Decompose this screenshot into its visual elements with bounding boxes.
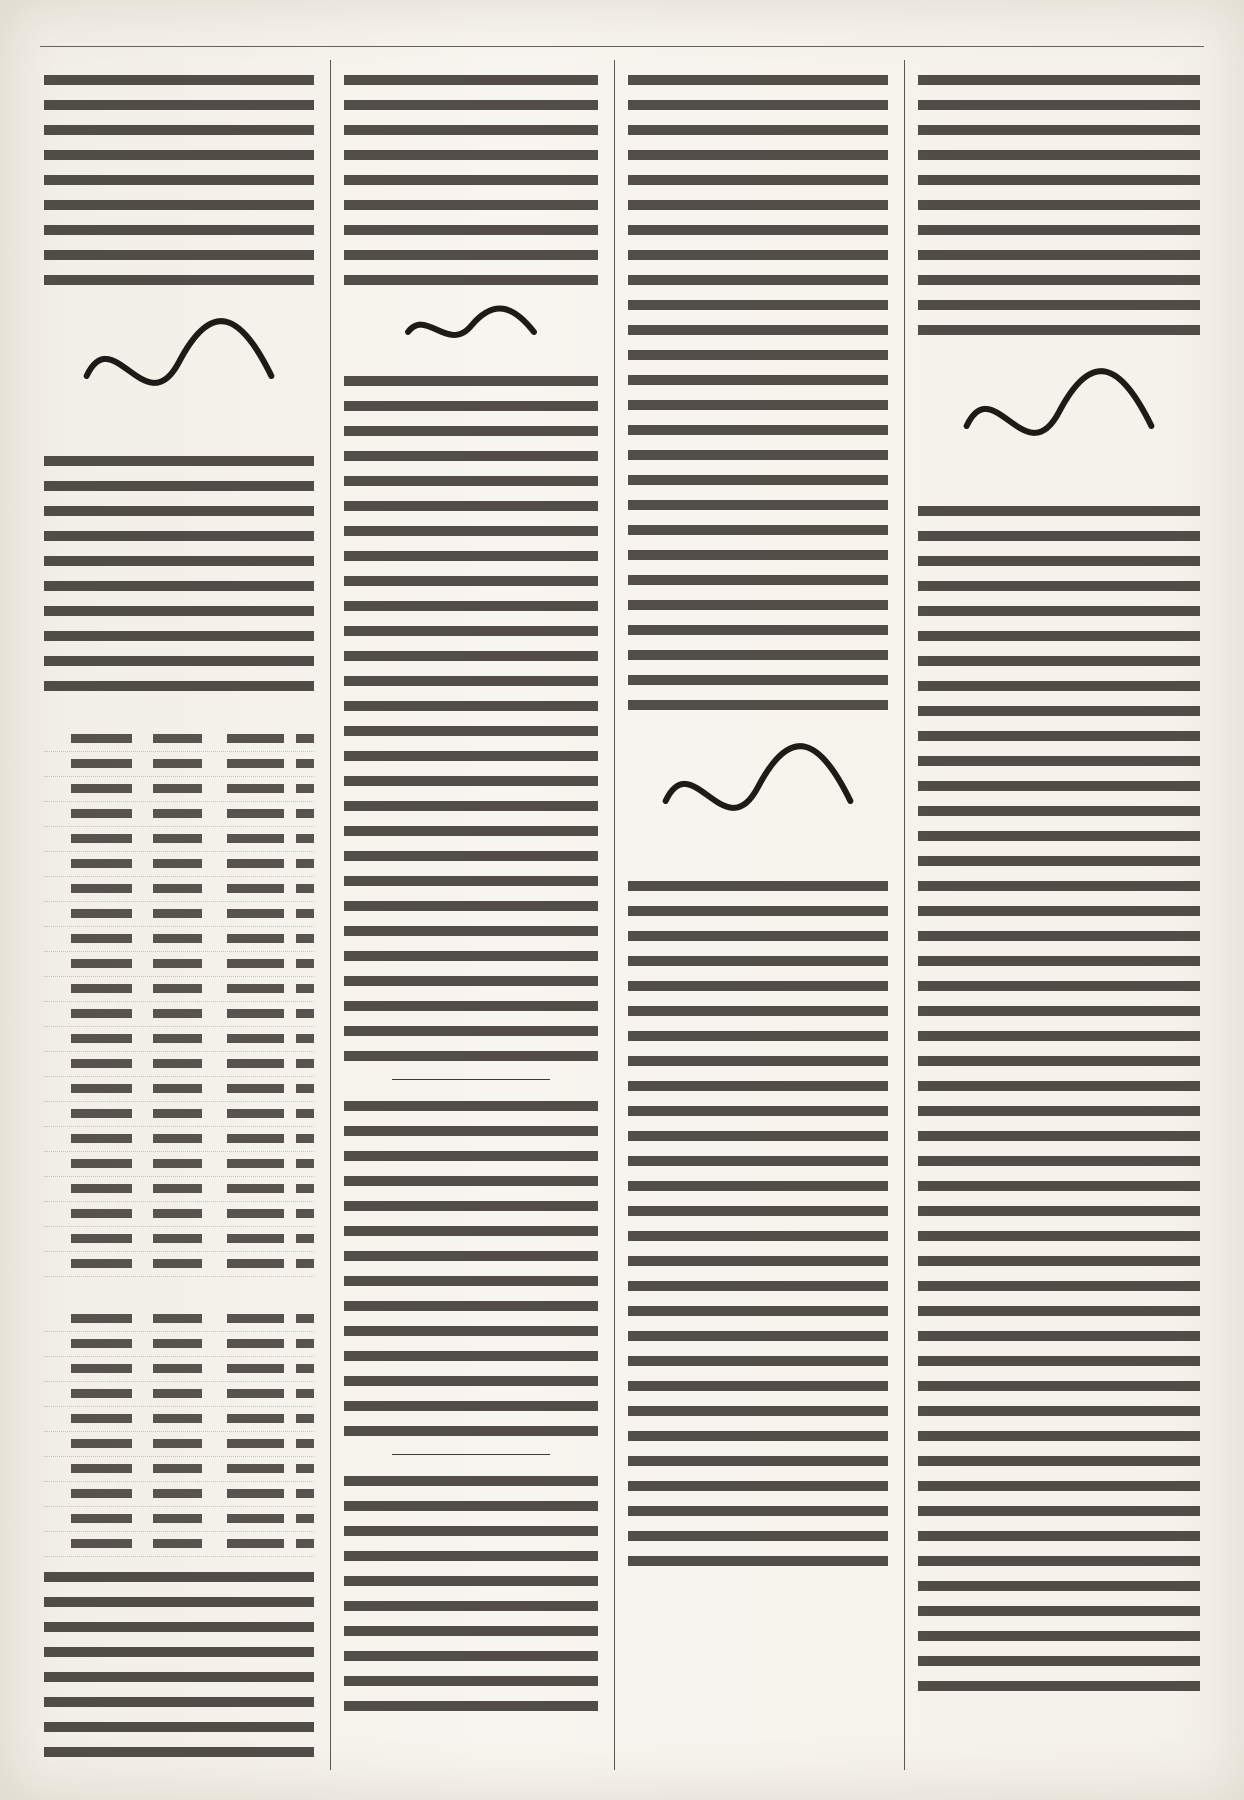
table-row bbox=[44, 952, 314, 977]
table-row bbox=[44, 727, 314, 752]
table-cell bbox=[44, 1432, 132, 1456]
table-cell bbox=[44, 1307, 132, 1331]
table-cell bbox=[132, 1382, 202, 1406]
heading-stroke bbox=[666, 746, 851, 808]
table-cell bbox=[132, 852, 202, 876]
table-cell bbox=[202, 902, 284, 926]
table-cell bbox=[202, 1482, 284, 1506]
article-text-block bbox=[628, 66, 888, 716]
table-cell bbox=[284, 1332, 314, 1356]
table-cell bbox=[132, 977, 202, 1001]
section-separator bbox=[392, 1079, 549, 1080]
heading-stroke bbox=[87, 321, 272, 383]
column-rule bbox=[330, 60, 331, 1770]
table-cell bbox=[132, 1252, 202, 1276]
table-cell bbox=[132, 1332, 202, 1356]
table-cell bbox=[132, 1202, 202, 1226]
table-row bbox=[44, 827, 314, 852]
table-cell bbox=[202, 752, 284, 776]
table-cell bbox=[44, 752, 132, 776]
table-cell bbox=[44, 1052, 132, 1076]
table-cell bbox=[44, 1027, 132, 1051]
table-cell bbox=[202, 1002, 284, 1026]
table-cell bbox=[284, 1407, 314, 1431]
table-cell bbox=[44, 1482, 132, 1506]
table-cell bbox=[132, 1152, 202, 1176]
table-cell bbox=[202, 727, 284, 751]
table-cell bbox=[132, 1507, 202, 1531]
table-cell bbox=[202, 1332, 284, 1356]
table-cell bbox=[202, 1507, 284, 1531]
table-row bbox=[44, 1307, 314, 1332]
table-row bbox=[44, 1177, 314, 1202]
table-row bbox=[44, 1532, 314, 1557]
table-cell bbox=[202, 952, 284, 976]
calligraphic-heading-glyph bbox=[69, 299, 289, 439]
table-cell bbox=[284, 902, 314, 926]
table-cell bbox=[44, 1152, 132, 1176]
table-cell bbox=[44, 927, 132, 951]
table-cell bbox=[202, 852, 284, 876]
table-row bbox=[44, 1252, 314, 1277]
table-cell bbox=[284, 1177, 314, 1201]
table-row bbox=[44, 1202, 314, 1227]
table-cell bbox=[284, 1127, 314, 1151]
table-cell bbox=[44, 852, 132, 876]
table-cell bbox=[132, 1357, 202, 1381]
section-heading bbox=[949, 349, 1169, 489]
section-subheading bbox=[396, 299, 546, 359]
article-text-block bbox=[44, 447, 314, 697]
table-cell bbox=[132, 927, 202, 951]
table-cell bbox=[202, 1432, 284, 1456]
table-cell bbox=[284, 1252, 314, 1276]
table-row bbox=[44, 977, 314, 1002]
table-row bbox=[44, 1002, 314, 1027]
table-cell bbox=[44, 1177, 132, 1201]
table-cell bbox=[284, 1102, 314, 1126]
table-cell bbox=[284, 1077, 314, 1101]
table-cell bbox=[202, 977, 284, 1001]
table-cell bbox=[44, 952, 132, 976]
table-cell bbox=[44, 1002, 132, 1026]
table-cell bbox=[202, 1152, 284, 1176]
table-cell bbox=[44, 1102, 132, 1126]
table-cell bbox=[202, 1052, 284, 1076]
column-rule bbox=[904, 60, 905, 1770]
table-row bbox=[44, 802, 314, 827]
section-heading bbox=[648, 724, 868, 864]
table-cell bbox=[202, 1307, 284, 1331]
running-head bbox=[40, 18, 1204, 47]
table-cell bbox=[284, 1532, 314, 1556]
table-cell bbox=[202, 1027, 284, 1051]
schedule-table bbox=[44, 1283, 314, 1557]
heading-stroke bbox=[408, 309, 534, 335]
table-cell bbox=[202, 1407, 284, 1431]
table-cell bbox=[44, 1227, 132, 1251]
table-cell bbox=[44, 777, 132, 801]
table-cell bbox=[284, 1027, 314, 1051]
table-cell bbox=[284, 1457, 314, 1481]
table-row bbox=[44, 1127, 314, 1152]
article-text-block bbox=[344, 1467, 598, 1717]
table-cell bbox=[132, 827, 202, 851]
table-cell bbox=[132, 1482, 202, 1506]
table-row bbox=[44, 1077, 314, 1102]
table-row bbox=[44, 1432, 314, 1457]
table-cell bbox=[44, 802, 132, 826]
table-row bbox=[44, 902, 314, 927]
table-caption bbox=[44, 703, 314, 727]
table-row bbox=[44, 1332, 314, 1357]
table-cell bbox=[202, 1227, 284, 1251]
table-cell bbox=[132, 752, 202, 776]
table-cell bbox=[132, 1407, 202, 1431]
table-cell bbox=[284, 877, 314, 901]
table-cell bbox=[284, 802, 314, 826]
table-cell bbox=[284, 1482, 314, 1506]
table-cell bbox=[132, 1052, 202, 1076]
table-caption bbox=[44, 1283, 314, 1307]
table-cell bbox=[202, 1102, 284, 1126]
column-center-left bbox=[340, 60, 602, 1770]
table-cell bbox=[44, 1532, 132, 1556]
table-cell bbox=[202, 1177, 284, 1201]
article-text-block bbox=[44, 1563, 314, 1770]
column-right bbox=[914, 60, 1204, 1770]
table-row bbox=[44, 1027, 314, 1052]
column-left bbox=[40, 60, 318, 1770]
article-text-block bbox=[44, 66, 314, 291]
table-cell bbox=[44, 902, 132, 926]
table-cell bbox=[44, 827, 132, 851]
table-row bbox=[44, 1407, 314, 1432]
article-text-block bbox=[344, 66, 598, 291]
table-cell bbox=[132, 1532, 202, 1556]
table-cell bbox=[44, 1357, 132, 1381]
table-row bbox=[44, 877, 314, 902]
table-cell bbox=[132, 1002, 202, 1026]
table-cell bbox=[132, 1307, 202, 1331]
table-cell bbox=[202, 1532, 284, 1556]
table-cell bbox=[284, 1382, 314, 1406]
table-row bbox=[44, 1482, 314, 1507]
table-cell bbox=[202, 1127, 284, 1151]
table-cell bbox=[132, 727, 202, 751]
schedule-table bbox=[44, 703, 314, 1277]
table-cell bbox=[284, 927, 314, 951]
table-cell bbox=[284, 1227, 314, 1251]
table-cell bbox=[44, 977, 132, 1001]
table-cell bbox=[132, 1457, 202, 1481]
table-cell bbox=[202, 927, 284, 951]
table-cell bbox=[132, 1227, 202, 1251]
table-cell bbox=[284, 727, 314, 751]
table-cell bbox=[202, 1357, 284, 1381]
table-cell bbox=[284, 1202, 314, 1226]
article-text-block bbox=[918, 497, 1200, 1697]
table-cell bbox=[44, 1252, 132, 1276]
table-row bbox=[44, 927, 314, 952]
table-cell bbox=[202, 1077, 284, 1101]
table-cell bbox=[284, 852, 314, 876]
table-cell bbox=[284, 752, 314, 776]
table-cell bbox=[44, 727, 132, 751]
table-row bbox=[44, 1382, 314, 1407]
table-row bbox=[44, 1052, 314, 1077]
table-cell bbox=[132, 1077, 202, 1101]
table-cell bbox=[202, 1457, 284, 1481]
table-cell bbox=[132, 1102, 202, 1126]
table-cell bbox=[284, 1357, 314, 1381]
column-center-right bbox=[624, 60, 892, 1770]
table-cell bbox=[284, 1152, 314, 1176]
table-cell bbox=[44, 1407, 132, 1431]
table-cell bbox=[284, 977, 314, 1001]
table-cell bbox=[44, 1382, 132, 1406]
calligraphic-heading-glyph bbox=[648, 724, 868, 864]
table-cell bbox=[284, 827, 314, 851]
table-cell bbox=[44, 1077, 132, 1101]
table-row bbox=[44, 852, 314, 877]
table-cell bbox=[44, 1332, 132, 1356]
table-cell bbox=[44, 877, 132, 901]
section-heading bbox=[69, 299, 289, 439]
heading-stroke bbox=[967, 371, 1152, 433]
calligraphic-heading-glyph bbox=[949, 349, 1169, 489]
table-cell bbox=[132, 952, 202, 976]
table-row bbox=[44, 1357, 314, 1382]
column-rule bbox=[614, 60, 615, 1770]
table-row bbox=[44, 1152, 314, 1177]
table-cell bbox=[202, 777, 284, 801]
table-cell bbox=[44, 1457, 132, 1481]
table-cell bbox=[132, 777, 202, 801]
table-row bbox=[44, 1102, 314, 1127]
table-row bbox=[44, 1227, 314, 1252]
table-cell bbox=[132, 1027, 202, 1051]
calligraphic-heading-glyph bbox=[396, 299, 546, 359]
table-cell bbox=[284, 1507, 314, 1531]
table-cell bbox=[202, 1202, 284, 1226]
table-row bbox=[44, 752, 314, 777]
table-cell bbox=[132, 1177, 202, 1201]
table-cell bbox=[132, 1432, 202, 1456]
table-cell bbox=[132, 1127, 202, 1151]
table-cell bbox=[132, 802, 202, 826]
table-cell bbox=[202, 827, 284, 851]
table-cell bbox=[202, 802, 284, 826]
article-text-block bbox=[344, 367, 598, 1067]
table-cell bbox=[202, 1252, 284, 1276]
table-cell bbox=[132, 877, 202, 901]
table-cell bbox=[284, 1307, 314, 1331]
table-row bbox=[44, 1457, 314, 1482]
table-cell bbox=[284, 777, 314, 801]
table-cell bbox=[284, 1432, 314, 1456]
table-cell bbox=[284, 952, 314, 976]
table-cell bbox=[44, 1507, 132, 1531]
table-cell bbox=[284, 1002, 314, 1026]
table-cell bbox=[202, 877, 284, 901]
table-cell bbox=[284, 1052, 314, 1076]
table-cell bbox=[132, 902, 202, 926]
article-text-block bbox=[918, 66, 1200, 341]
table-cell bbox=[44, 1127, 132, 1151]
article-text-block bbox=[628, 872, 888, 1572]
table-cell bbox=[202, 1382, 284, 1406]
table-row bbox=[44, 1507, 314, 1532]
table-cell bbox=[44, 1202, 132, 1226]
table-row bbox=[44, 777, 314, 802]
article-text-block bbox=[344, 1092, 598, 1442]
section-separator bbox=[392, 1454, 549, 1455]
